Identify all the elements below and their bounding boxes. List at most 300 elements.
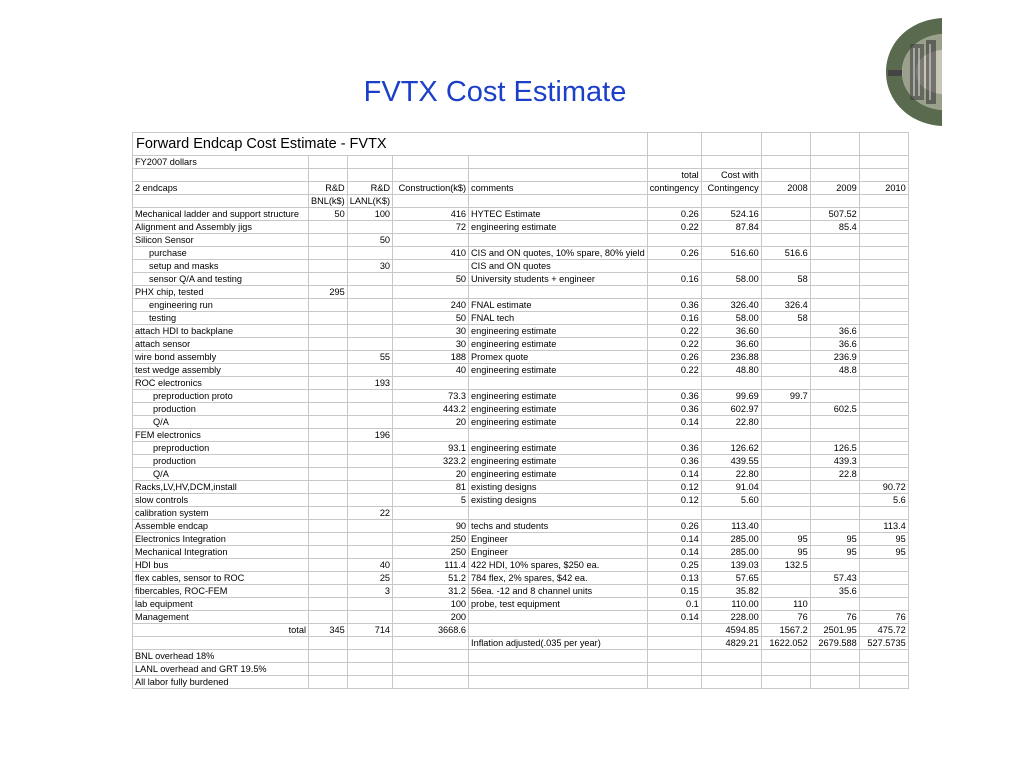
cell [761,169,810,182]
table-row [133,494,909,507]
cell [810,598,859,611]
cell: lab equipment [133,598,309,611]
cell: sensor Q/A and testing [133,273,309,286]
cell [647,637,701,650]
cell: 439.3 [810,455,859,468]
cell [701,650,761,663]
cell [701,507,761,520]
cell [859,208,908,221]
cell: engineering estimate [469,468,648,481]
cell: 85.4 [810,221,859,234]
cell [859,403,908,416]
cell: 0.14 [647,468,701,481]
cell: 110.00 [701,598,761,611]
cell [701,260,761,273]
cell: 111.4 [393,559,469,572]
cell [309,273,348,286]
cell [859,234,908,247]
cell: 93.1 [393,442,469,455]
cell [810,377,859,390]
cell: 90 [393,520,469,533]
cell: existing designs [469,494,648,507]
cell: CIS and ON quotes [469,260,648,273]
cell: 50 [393,312,469,325]
cell: 602.5 [810,403,859,416]
cell: 0.26 [647,208,701,221]
cell [859,585,908,598]
cell: 22.80 [701,416,761,429]
cell [810,390,859,403]
cell [469,663,648,676]
cell: 48.8 [810,364,859,377]
cell: 0.36 [647,299,701,312]
cell [133,169,309,182]
cell: 0.12 [647,481,701,494]
cell [810,195,859,208]
cell: contingency [647,182,701,195]
cell [859,442,908,455]
cell: BNL(k$) [309,195,348,208]
cell: total [647,169,701,182]
cell: 527.5735 [859,637,908,650]
cell [309,650,348,663]
cell: 0.22 [647,221,701,234]
table-row [133,416,909,429]
cell [309,377,348,390]
cell: calibration system [133,507,309,520]
cell [859,559,908,572]
table-row [133,377,909,390]
cell [761,585,810,598]
cell: testing [133,312,309,325]
cell [393,377,469,390]
cell [647,624,701,637]
cell: 126.62 [701,442,761,455]
table-row [133,559,909,572]
cell: 3 [347,585,392,598]
cell [859,195,908,208]
cell [810,494,859,507]
cell [810,520,859,533]
cost-estimate-table [132,132,909,689]
cell: 76 [761,611,810,624]
cell [309,442,348,455]
cell [309,299,348,312]
cell: preproduction proto [133,390,309,403]
cell [859,572,908,585]
cell: fibercables, ROC-FEM [133,585,309,598]
cell [347,637,392,650]
cell: 73.3 [393,390,469,403]
cell [347,299,392,312]
cell: Inflation adjusted(.035 per year) [469,637,648,650]
cell [647,429,701,442]
cell: 22.80 [701,468,761,481]
cell [309,637,348,650]
cell [761,494,810,507]
cell: Promex quote [469,351,648,364]
cell [761,221,810,234]
table-row [133,585,909,598]
table-row [133,312,909,325]
cell: 40 [393,364,469,377]
cell [859,169,908,182]
cell: engineering estimate [469,325,648,338]
cell [309,572,348,585]
cell [810,676,859,689]
cell: 2010 [859,182,908,195]
cell: 0.22 [647,338,701,351]
cell: 0.14 [647,533,701,546]
cell [859,286,908,299]
cell: University students + engineer [469,273,648,286]
cell [133,195,309,208]
cell [347,247,392,260]
cell: LANL(K$) [347,195,392,208]
cell: production [133,455,309,468]
table-row [133,546,909,559]
cell [309,676,348,689]
cell: 20 [393,468,469,481]
cell [393,234,469,247]
cell: HDI bus [133,559,309,572]
cell: Mechanical Integration [133,546,309,559]
cell: 36.60 [701,338,761,351]
cell: 236.88 [701,351,761,364]
cell: 81 [393,481,469,494]
header-row [133,182,909,195]
cell: 76 [810,611,859,624]
cell: 5 [393,494,469,507]
table-row [133,403,909,416]
cell: preproduction [133,442,309,455]
cell [469,169,648,182]
cell [469,624,648,637]
cell [469,429,648,442]
cell: 4594.85 [701,624,761,637]
table-row [133,325,909,338]
cell: 422 HDI, 10% spares, $250 ea. [469,559,648,572]
cell: 1567.2 [761,624,810,637]
cell: Contingency [701,182,761,195]
cell: 188 [393,351,469,364]
cell [347,455,392,468]
cell [309,390,348,403]
cell [859,325,908,338]
table-row [133,286,909,299]
cell [647,377,701,390]
cell [309,221,348,234]
table-row [133,208,909,221]
cell [859,507,908,520]
sheet-title: Forward Endcap Cost Estimate - FVTX [133,133,648,156]
table-row [133,390,909,403]
cell [701,676,761,689]
cell [347,390,392,403]
cell: ROC electronics [133,377,309,390]
cell: 99.7 [761,390,810,403]
cell: Q/A [133,416,309,429]
cell: 57.65 [701,572,761,585]
cell: R&D [309,182,348,195]
cell [647,663,701,676]
cell [761,338,810,351]
cell [347,598,392,611]
cell [810,416,859,429]
cell [701,429,761,442]
table-row [133,598,909,611]
cell [347,481,392,494]
cell [469,234,648,247]
cell: engineering estimate [469,221,648,234]
cell: 30 [393,325,469,338]
cell [347,416,392,429]
table-row [133,572,909,585]
cell: 95 [761,533,810,546]
cell [761,208,810,221]
cell [133,637,309,650]
cell: Silicon Sensor [133,234,309,247]
cell [810,650,859,663]
cell: 95 [859,546,908,559]
table-row [133,260,909,273]
cell: 0.26 [647,351,701,364]
cell [347,221,392,234]
cell: 0.26 [647,520,701,533]
cell: 31.2 [393,585,469,598]
table-row [133,455,909,468]
cell: CIS and ON quotes, 10% spare, 80% yield [469,247,648,260]
table-row [133,442,909,455]
cell: engineering estimate [469,455,648,468]
cell [309,546,348,559]
cell: 51.2 [393,572,469,585]
cell: HYTEC Estimate [469,208,648,221]
cell [393,676,469,689]
cell: 95 [810,546,859,559]
cell: 48.80 [701,364,761,377]
sheet-subtitle: FY2007 dollars [133,156,309,169]
cell: 0.26 [647,247,701,260]
cell: 0.16 [647,312,701,325]
cell [810,559,859,572]
table-row [133,364,909,377]
cell [761,195,810,208]
cell [761,455,810,468]
cell: 100 [347,208,392,221]
cell: 110 [761,598,810,611]
inflation-row [133,637,909,650]
cell [309,520,348,533]
cell: 345 [309,624,348,637]
cell: 5.6 [859,494,908,507]
cell: 0.12 [647,494,701,507]
cell: 326.4 [761,299,810,312]
cell: 443.2 [393,403,469,416]
cell [761,468,810,481]
cell [761,429,810,442]
cell: 602.97 [701,403,761,416]
cell: 72 [393,221,469,234]
cell: 25 [347,572,392,585]
cell: Construction(k$) [393,182,469,195]
cell: 76 [859,611,908,624]
cell [647,195,701,208]
cell [859,312,908,325]
cell: 0.22 [647,325,701,338]
note-text: All labor fully burdened [133,676,309,689]
cell: 0.14 [647,546,701,559]
cell: 0.14 [647,416,701,429]
cell: 0.1 [647,598,701,611]
cell [347,273,392,286]
cell [469,507,648,520]
cell: 35.82 [701,585,761,598]
cell [347,403,392,416]
cell: 132.5 [761,559,810,572]
table-row [133,351,909,364]
cell [647,286,701,299]
cell [761,416,810,429]
cell: 99.69 [701,390,761,403]
cell [347,325,392,338]
cell [309,455,348,468]
cell: 55 [347,351,392,364]
cell [469,650,648,663]
note-row [133,676,909,689]
cell: 0.36 [647,403,701,416]
note-row [133,663,909,676]
cell: 95 [859,533,908,546]
cell: Mechanical ladder and support structure [133,208,309,221]
cell: probe, test equipment [469,598,648,611]
cell: 285.00 [701,533,761,546]
cell [859,455,908,468]
cell [761,520,810,533]
cell [347,312,392,325]
cell [309,364,348,377]
cell [761,403,810,416]
cell [810,299,859,312]
cell: 2501.95 [810,624,859,637]
cell: 228.00 [701,611,761,624]
cell: engineering estimate [469,442,648,455]
note-text: BNL overhead 18% [133,650,309,663]
cell [810,481,859,494]
cell [859,351,908,364]
cell [859,273,908,286]
cell: 507.52 [810,208,859,221]
cell [647,507,701,520]
cell [347,520,392,533]
cell: 236.9 [810,351,859,364]
cell [761,286,810,299]
table-row [133,507,909,520]
cell: 139.03 [701,559,761,572]
cell [859,676,908,689]
cell [347,611,392,624]
cell [859,598,908,611]
cell [347,338,392,351]
cell [761,364,810,377]
cell [647,260,701,273]
cell [309,507,348,520]
cell [701,663,761,676]
note-row [133,650,909,663]
cell [761,325,810,338]
cell [309,611,348,624]
cell: 516.60 [701,247,761,260]
cell [701,286,761,299]
table-row [133,429,909,442]
cell [309,481,348,494]
cell: Alignment and Assembly jigs [133,221,309,234]
cell [309,260,348,273]
cell [347,442,392,455]
cell: 196 [347,429,392,442]
cell: 1622.052 [761,637,810,650]
cell: engineering estimate [469,390,648,403]
cell [647,650,701,663]
cell [469,611,648,624]
cell: 0.13 [647,572,701,585]
cell: FNAL estimate [469,299,648,312]
cell: 5.60 [701,494,761,507]
detector-logo [880,14,948,130]
cell [810,260,859,273]
cell: 0.36 [647,442,701,455]
cell: 56ea. -12 and 8 channel units [469,585,648,598]
cell: 524.16 [701,208,761,221]
cell [347,533,392,546]
cell [347,650,392,663]
cell [761,351,810,364]
cell: existing designs [469,481,648,494]
cell: 475.72 [859,624,908,637]
cell: 516.6 [761,247,810,260]
cell: 36.6 [810,325,859,338]
cell: 113.4 [859,520,908,533]
cell: 250 [393,533,469,546]
cell [469,195,648,208]
cell: 30 [347,260,392,273]
cell: 95 [761,546,810,559]
cell: attach HDI to backplane [133,325,309,338]
cell: engineering estimate [469,364,648,377]
cell [701,234,761,247]
cell: 50 [393,273,469,286]
cell: Management [133,611,309,624]
cell: 295 [309,286,348,299]
cell [309,663,348,676]
cell [701,195,761,208]
table-row [133,234,909,247]
cell [393,195,469,208]
cell [309,468,348,481]
cell [347,663,392,676]
cell [309,429,348,442]
cell: 784 flex, 2% spares, $42 ea. [469,572,648,585]
cell: 22 [347,507,392,520]
total-row [133,624,909,637]
cell: 3668.6 [393,624,469,637]
cell: 2008 [761,182,810,195]
cell: 126.5 [810,442,859,455]
cell: total [133,624,309,637]
cell: engineering estimate [469,338,648,351]
cell: Cost with [701,169,761,182]
header-row [133,169,909,182]
